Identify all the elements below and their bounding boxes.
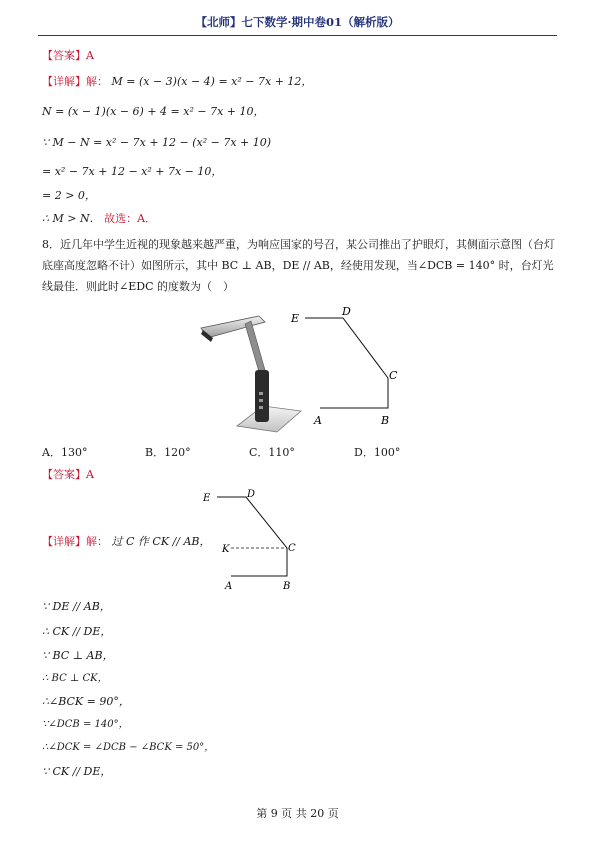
- figure2-lines: [217, 497, 287, 576]
- conclusion-line: [42, 211, 156, 227]
- point-a: A: [314, 414, 322, 427]
- step-4: ∴ BC ⊥ CK，: [42, 673, 108, 684]
- solution-line-1: [42, 74, 312, 90]
- expression-n: N = (x − 1)(x − 6) + 4 = x² − 7x + 10，: [42, 105, 265, 118]
- difference-line: ∵ M − N = x² − 7x + 12 − (x² − 7x + 10): [42, 136, 272, 149]
- point-d: D: [342, 305, 351, 318]
- solution-line-2: [42, 534, 210, 550]
- geometry-figure-2: [200, 488, 310, 594]
- solution-label: 【详解】解：: [42, 75, 108, 88]
- choice-c: C．110°: [249, 446, 295, 459]
- answer-line-2: 【答案】A: [42, 468, 94, 481]
- question-8: 8．近几年中学生近视的现象越来越严重，为响应国家的号召，某公司推出了护眼灯，其侧面示意图（台灯底座高度忽略不计）如图所示，其中 BC ⊥ AB，DE // AB，经使用发现，当∠DCB = 140° 时，台灯光线最佳．则此时∠EDC 的度数为（ ）: [42, 238, 555, 293]
- point-a: A: [225, 581, 233, 592]
- step-1: ∵ DE // AB，: [42, 600, 111, 613]
- step-6: ∵∠DCB = 140°，: [42, 719, 129, 730]
- choice-d: D．100°: [354, 446, 401, 459]
- point-d: D: [247, 489, 256, 500]
- point-c: C: [288, 543, 296, 554]
- header-divider: [38, 35, 557, 36]
- point-b: B: [381, 414, 390, 427]
- point-b: B: [283, 581, 291, 592]
- step-5: ∴∠BCK = 90°，: [42, 695, 130, 708]
- figure1-lines: [305, 318, 388, 408]
- result-line: = 2 > 0，: [42, 189, 96, 202]
- step-7: ∴∠DCK = ∠DCB − ∠BCK = 50°，: [42, 742, 215, 753]
- header-title: 【北师】七下数学·期中卷01（解析版）: [195, 15, 400, 29]
- point-k: K: [222, 544, 230, 555]
- point-c: C: [389, 369, 398, 382]
- choice-a: A．130°: [42, 446, 88, 459]
- answer-line: 【答案】A: [42, 49, 94, 62]
- solution-label-2: 【详解】解：: [42, 535, 108, 548]
- choice-b: B．120°: [145, 446, 191, 459]
- page-number: 第 9 页 共 20 页: [256, 807, 339, 820]
- expand-line: = x² − 7x + 12 − x² + 7x − 10，: [42, 165, 223, 178]
- geometry-figure-1: [285, 302, 415, 432]
- step-2: ∴ CK // DE，: [42, 625, 112, 638]
- choice-text: 故选：A．: [104, 212, 157, 225]
- conclusion-text: ∴ M > N．: [42, 212, 101, 225]
- expression-m: M = (x − 3)(x − 4) = x² − 7x + 12，: [111, 75, 313, 88]
- choice-list: [42, 444, 562, 460]
- step-3: ∵ BC ⊥ AB，: [42, 649, 114, 662]
- step-8: ∵ CK // DE，: [42, 765, 112, 778]
- point-e: E: [291, 312, 300, 325]
- point-e: E: [203, 493, 211, 504]
- construction-text: 过 C 作 CK // AB，: [111, 535, 211, 548]
